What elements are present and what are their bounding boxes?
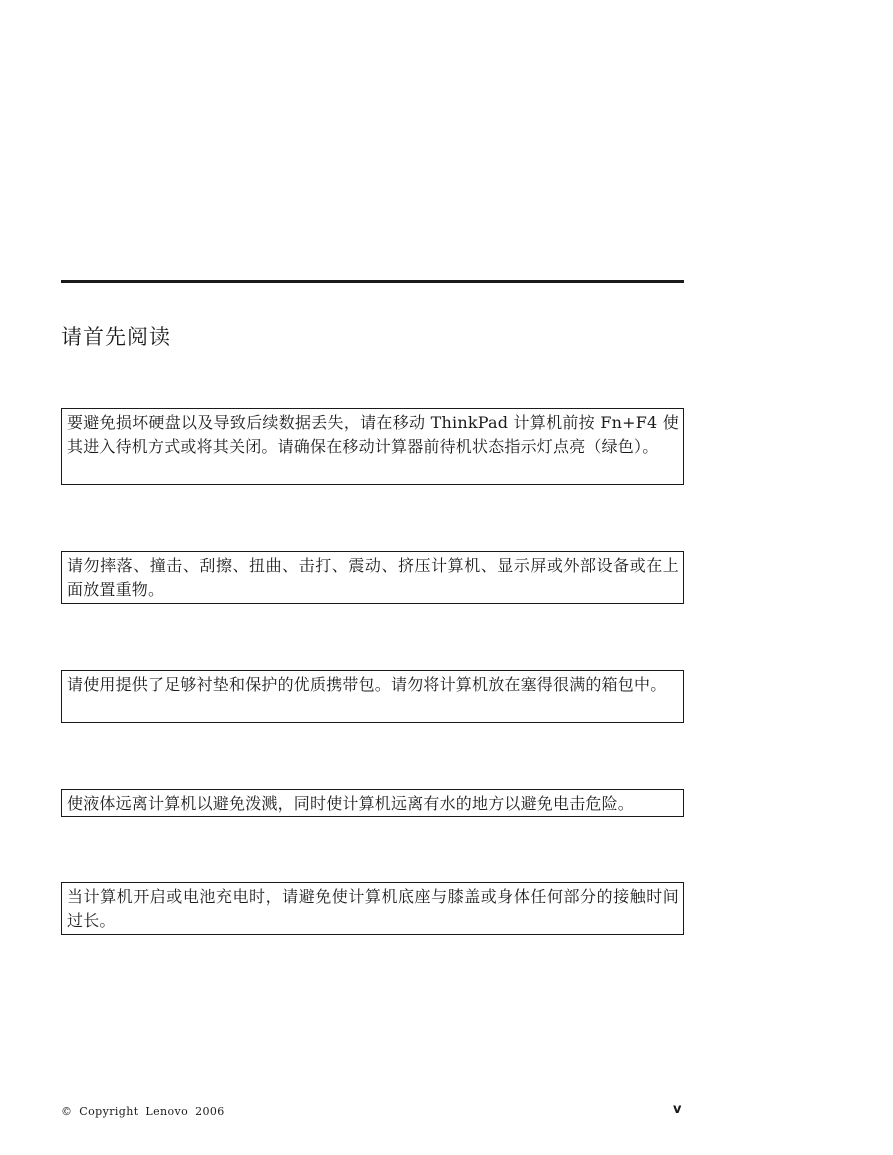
copyright-notice: © Copyright Lenovo 2006 <box>61 1105 225 1118</box>
notice-box-liquids: 使液体远离计算机以避免泼溅，同时使计算机远离有水的地方以避免电击危险。 <box>61 789 684 817</box>
notice-box-heat-contact: 当计算机开启或电池充电时，请避免使计算机底座与膝盖或身体任何部分的接触时间过长。 <box>61 882 684 935</box>
page-number: v <box>673 1102 682 1117</box>
title-rule <box>61 280 684 283</box>
notice-box-physical-handling: 请勿摔落、撞击、刮擦、扭曲、击打、震动、挤压计算机、显示屏或外部设备或在上面放置重物。 <box>61 551 684 604</box>
page-title: 请首先阅读 <box>61 325 171 349</box>
notice-box-carrying-case: 请使用提供了足够衬垫和保护的优质携带包。请勿将计算机放在塞得很满的箱包中。 <box>61 670 684 723</box>
notice-box-standby-before-moving: 要避免损坏硬盘以及导致后续数据丢失，请在移动 ThinkPad 计算机前按 Fn+F4 使其进入待机方式或将其关闭。请确保在移动计算器前待机状态指示灯点亮（绿色）。 <box>61 408 684 485</box>
